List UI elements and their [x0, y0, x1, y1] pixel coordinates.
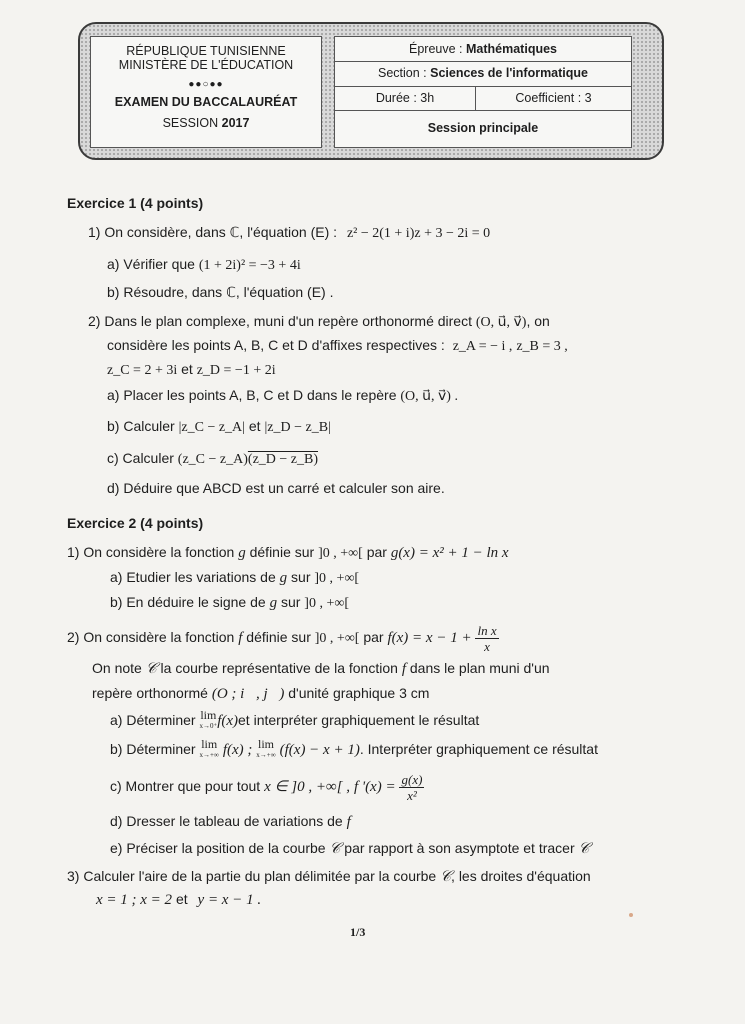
duration-row: [335, 86, 631, 111]
interval: ]0 , +∞[: [314, 571, 360, 586]
function-f: f: [238, 630, 243, 646]
ex2-frame: (O ; i⃗, j⃗): [211, 686, 285, 702]
ex1-q2b-et: et: [248, 418, 261, 434]
ex1-q1a-eq: (1 + 2i)² = −3 + 4i: [198, 258, 301, 273]
ex1-q2-line3: [107, 360, 276, 380]
ex1-q2c: [107, 449, 318, 469]
coefficient: Coefficient : 3: [515, 91, 592, 105]
ex2-q2e: [110, 839, 589, 858]
header-exam-title: EXAMEN DU BACCALAURÉAT: [114, 95, 298, 109]
function-g: g: [238, 545, 246, 561]
ex1-q2b-text: b) Calculer: [107, 418, 175, 434]
note-text: repère orthonormé: [92, 685, 208, 701]
ex1-q2-text: 2) Dans le plan complexe, muni d'un repère orthonormé direct: [88, 313, 472, 329]
ex2-g-definition: g(x) = x² + 1 − ln x: [390, 545, 509, 561]
limit-op: [199, 739, 218, 761]
interval: ]0 , +∞[: [314, 631, 360, 646]
ex2-q3-et: et: [175, 891, 188, 907]
function-f: f: [401, 661, 406, 677]
ex2-q2a-end: et interpréter graphiquement le résultat: [238, 712, 480, 728]
complex-set: ℂ: [229, 226, 240, 241]
ex1-q2-et: et: [181, 361, 193, 377]
ex1-q1a-text: a) Vérifier que: [107, 256, 195, 272]
line-equation-y: y = x − 1 .: [197, 892, 262, 908]
ex1-title: Exercice 1 (4 points): [67, 195, 204, 211]
ex2-q1b-text: b) En déduire le signe de: [110, 594, 266, 610]
ex2-q2b: [110, 737, 598, 762]
ex2-q1a-sur: sur: [291, 569, 311, 585]
complex-set: ℂ: [226, 286, 236, 301]
limit-word: lim: [201, 737, 218, 752]
ex2-q2c: [110, 768, 424, 805]
limit-word: lim: [200, 708, 217, 723]
ln-fraction: [475, 623, 498, 654]
paper-speck: [629, 913, 633, 917]
ex2-q1a-text: a) Etudier les variations de: [110, 569, 276, 585]
ex2-q2-par: par: [363, 629, 384, 645]
ex1-q1: [88, 223, 490, 243]
ex2-q2a: [110, 708, 479, 733]
derivative: f '(x) =: [353, 779, 396, 795]
header-session: [91, 116, 321, 130]
ex1-q2a-frame: (O, u⃗, v⃗) .: [400, 389, 458, 404]
epreuve-row: [335, 37, 631, 62]
session-year: 2017: [221, 116, 250, 130]
curve-c: 𝒞: [578, 841, 590, 857]
ex2-q1-mid: définie sur: [249, 544, 315, 560]
affix-d: z_D = −1 + 2i: [196, 363, 276, 378]
ex1-q1-text-b: , l'équation (E) :: [239, 224, 338, 240]
session-label: SESSION: [162, 116, 219, 130]
section-label: Section :: [377, 66, 427, 80]
ex1-q2-end: , on: [526, 313, 550, 329]
limit-sub: x→0⁺: [199, 722, 218, 731]
affix-a: z_A = − i ,: [452, 339, 513, 354]
curve-c: 𝒞: [440, 869, 452, 885]
ex1-q2c-factor-1: (z_C − z_A): [177, 452, 248, 467]
ex2-q2e-mid: par rapport à son asymptote et tracer: [344, 840, 575, 856]
ex1-q1-text: 1) On considère, dans: [88, 224, 226, 240]
limit-word: lim: [258, 737, 275, 752]
ex2-q3-text: 3) Calculer l'aire de la partie du plan délimitée par la courbe: [67, 868, 437, 884]
ex1-q1b-end: , l'équation (E) .: [235, 284, 334, 300]
ex1-q2-line2-text: considère les points A, B, C et D d'affixes respectives :: [107, 337, 445, 353]
fraction-denominator: x²: [407, 787, 417, 803]
note-unit: d'unité graphique 3 cm: [288, 685, 430, 701]
header-right-box: [334, 36, 632, 148]
header-ministry: MINISTÈRE DE L'ÉDUCATION: [118, 58, 294, 72]
ex2-q2b-text: b) Déterminer: [110, 741, 196, 757]
curve-c: 𝒞: [329, 841, 341, 857]
limit-op: [199, 710, 217, 732]
header-left-box: [90, 36, 322, 148]
ex2-q1b-sur: sur: [280, 594, 301, 610]
epreuve-value: Mathématiques: [466, 42, 557, 56]
ex2-q2e-text: e) Préciser la position de la courbe: [110, 840, 326, 856]
section-value: Sciences de l'informatique: [430, 66, 588, 80]
interval: ]0 , +∞[: [304, 596, 349, 611]
note-text-b: la courbe représentative de la fonction: [160, 660, 398, 676]
page-number: 1/3: [350, 925, 366, 939]
ex2-q2c-text: c) Montrer que pour tout: [110, 778, 261, 794]
fx-minus-asymptote: (f(x) − x + 1): [279, 742, 360, 758]
affix-c: z_C = 2 + 3i: [107, 363, 178, 378]
header-dots: ●●○●●: [188, 79, 224, 90]
ex1-q1b-text: b) Résoudre, dans: [107, 284, 223, 300]
ex1-q2-line1: [88, 312, 550, 332]
ex1-q2c-text: c) Calculer: [107, 450, 174, 466]
ex2-q1: [67, 543, 509, 563]
ex2-title: Exercice 2 (4 points): [67, 515, 204, 531]
limit-sub: x→+∞: [199, 751, 219, 760]
fraction-denominator: x: [484, 638, 490, 654]
ex2-q2d-text: d) Dresser le tableau de variations de: [110, 813, 343, 829]
affix-b: z_B = 3 ,: [516, 339, 568, 354]
ex1-q1a: [107, 255, 301, 275]
ex1-q2-frame: (O, u⃗, v⃗): [475, 315, 527, 330]
limit-sub: x→+∞: [256, 751, 276, 760]
ex2-q1b: [110, 593, 349, 613]
ex2-q2b-end: . Interpréter graphiquement ce résultat: [359, 741, 598, 757]
ex2-q3-line2: [96, 890, 261, 909]
section-row: [335, 61, 631, 87]
function-g: g: [269, 595, 278, 611]
line-equations: x = 1 ; x = 2: [96, 892, 173, 908]
x-in-interval: x ∈ ]0 , +∞[ ,: [264, 779, 351, 795]
ex2-q2-note1: [92, 659, 550, 678]
session-principale: Session principale: [427, 121, 539, 135]
epreuve-label: Épreuve :: [409, 42, 463, 56]
header-republic: RÉPUBLIQUE TUNISIENNE: [126, 44, 286, 58]
function-g: g: [279, 570, 288, 586]
ex2-f-definition: f(x) = x − 1 +: [387, 630, 472, 646]
note-text: On note: [92, 660, 142, 676]
ex1-q2a: [107, 386, 458, 406]
ex2-q3-end: , les droites d'équation: [451, 868, 591, 884]
ex1-equation-e: z² − 2(1 + i)z + 3 − 2i = 0: [346, 226, 491, 241]
ex2-q2a-text: a) Déterminer: [110, 712, 196, 728]
ex2-q3-line1: [67, 867, 591, 886]
ex1-q1b: [107, 283, 333, 303]
fraction-numerator: ln x: [477, 622, 497, 638]
duration: Durée : 3h: [335, 86, 476, 110]
fx: f(x): [217, 713, 239, 729]
ex2-q1-text: 1) On considère la fonction: [67, 544, 235, 560]
ex1-q2d: d) Déduire que ABCD est un carré et calculer son aire.: [107, 480, 445, 496]
ex2-q2-mid: définie sur: [246, 629, 311, 645]
note-text-c: dans le plan muni d'un: [409, 660, 550, 676]
limit-op: [256, 739, 275, 761]
ex2-q1-par: par: [366, 544, 387, 560]
ex1-q2b: [107, 417, 331, 437]
ex1-q2a-text: a) Placer les points A, B, C et D dans le repère: [107, 387, 397, 403]
fx: f(x) ;: [222, 742, 253, 758]
ex2-q1a: [110, 568, 359, 588]
fraction-numerator: g(x): [401, 771, 423, 787]
curve-c: 𝒞: [145, 661, 157, 677]
ex1-q2b-modulus-2: |z_D − z_B|: [264, 420, 331, 435]
interval: ]0 , +∞[: [318, 546, 363, 561]
ex2-q2d: [110, 812, 351, 831]
ex2-q2-note2: [92, 684, 429, 703]
function-f: f: [346, 814, 351, 830]
derivative-fraction: [399, 772, 424, 803]
ex2-q2: [67, 620, 499, 656]
ex1-q2-line2: [107, 336, 568, 356]
ex1-q2b-modulus-1: |z_C − z_A|: [178, 420, 245, 435]
ex2-q2-text: 2) On considère la fonction: [67, 629, 235, 645]
ex1-q2c-conjugate: (z_D − z_B): [247, 452, 319, 467]
